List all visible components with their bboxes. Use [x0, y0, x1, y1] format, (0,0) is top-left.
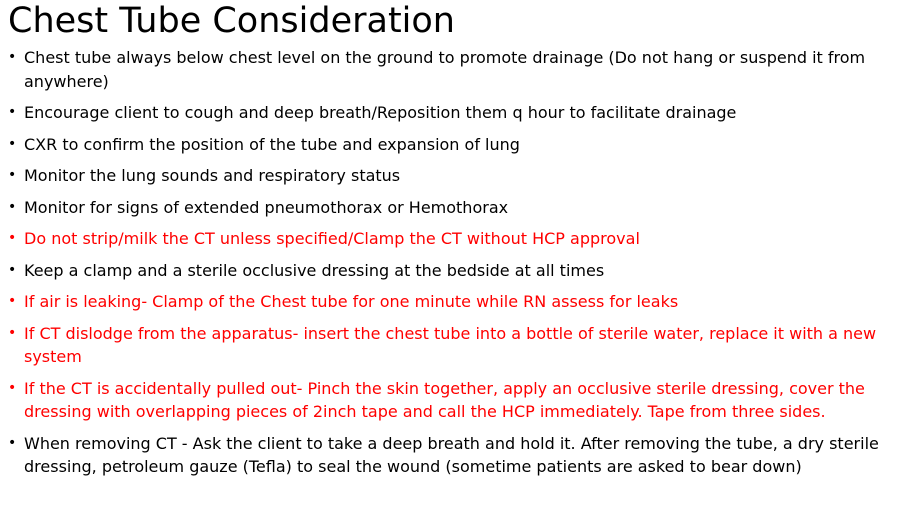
bullet-text: Keep a clamp and a sterile occlusive dressing at the bedside at all times: [24, 260, 605, 280]
bullet-item: [8, 227, 893, 251]
bullet-list: [8, 46, 893, 487]
bullet-dot-icon: •: [8, 135, 17, 152]
bullet-dot-icon: •: [8, 49, 17, 65]
bullet-dot-icon: •: [8, 104, 17, 120]
bullet-dot-icon: •: [8, 230, 17, 246]
bullet-item: [8, 133, 893, 157]
bullet-item: [8, 377, 893, 424]
bullet-text: Do not strip/milk the CT unless specified/Clamp the CT without HCP approval: [24, 229, 640, 248]
slide-title: Chest Tube Consideration: [8, 1, 455, 41]
bullet-item: [8, 196, 893, 220]
bullet-item: [8, 46, 893, 93]
bullet-dot-icon: •: [8, 379, 17, 396]
bullet-text: If air is leaking- Clamp of the Chest tube for one minute while RN assess for leaks: [24, 292, 679, 311]
bullet-dot-icon: •: [8, 434, 17, 451]
bullet-item: [8, 290, 893, 314]
bullet-dot-icon: •: [8, 261, 17, 278]
bullet-text: Monitor for signs of extended pneumothorax or Hemothorax: [24, 197, 509, 217]
bullet-text: If CT dislodge from the apparatus- insert the chest tube into a bottle of sterile water, replace it with a new system: [24, 323, 877, 366]
bullet-text: Monitor the lung sounds and respiratory status: [24, 166, 401, 185]
bullet-text: Chest tube always below chest level on the ground to promote drainage (Do not hang or suspend it from anywhere): [24, 48, 866, 91]
bullet-dot-icon: •: [8, 293, 17, 309]
bullet-item: [8, 432, 893, 479]
bullet-item: [8, 164, 893, 188]
bullet-text: When removing CT - Ask the client to take a deep breath and hold it. After removing the tube, a dry sterile dressing, petroleum gauze (Tefla) to seal the wound (sometime patients are asked to bear down): [24, 433, 879, 476]
bullet-item: [8, 101, 893, 125]
bullet-text: CXR to confirm the position of the tube and expansion of lung: [24, 134, 520, 154]
bullet-dot-icon: •: [8, 167, 17, 183]
bullet-text: If the CT is accidentally pulled out- Pinch the skin together, apply an occlusive sterile dressing, cover the dressing with overlapping pieces of 2inch tape and call the HCP immediately. Tape from three sides.: [24, 378, 865, 421]
bullet-dot-icon: •: [8, 198, 17, 215]
bullet-item: [8, 322, 893, 369]
bullet-dot-icon: •: [8, 324, 17, 341]
bullet-text: Encourage client to cough and deep breath/Reposition them q hour to facilitate drainage: [24, 103, 737, 122]
bullet-item: [8, 259, 893, 283]
